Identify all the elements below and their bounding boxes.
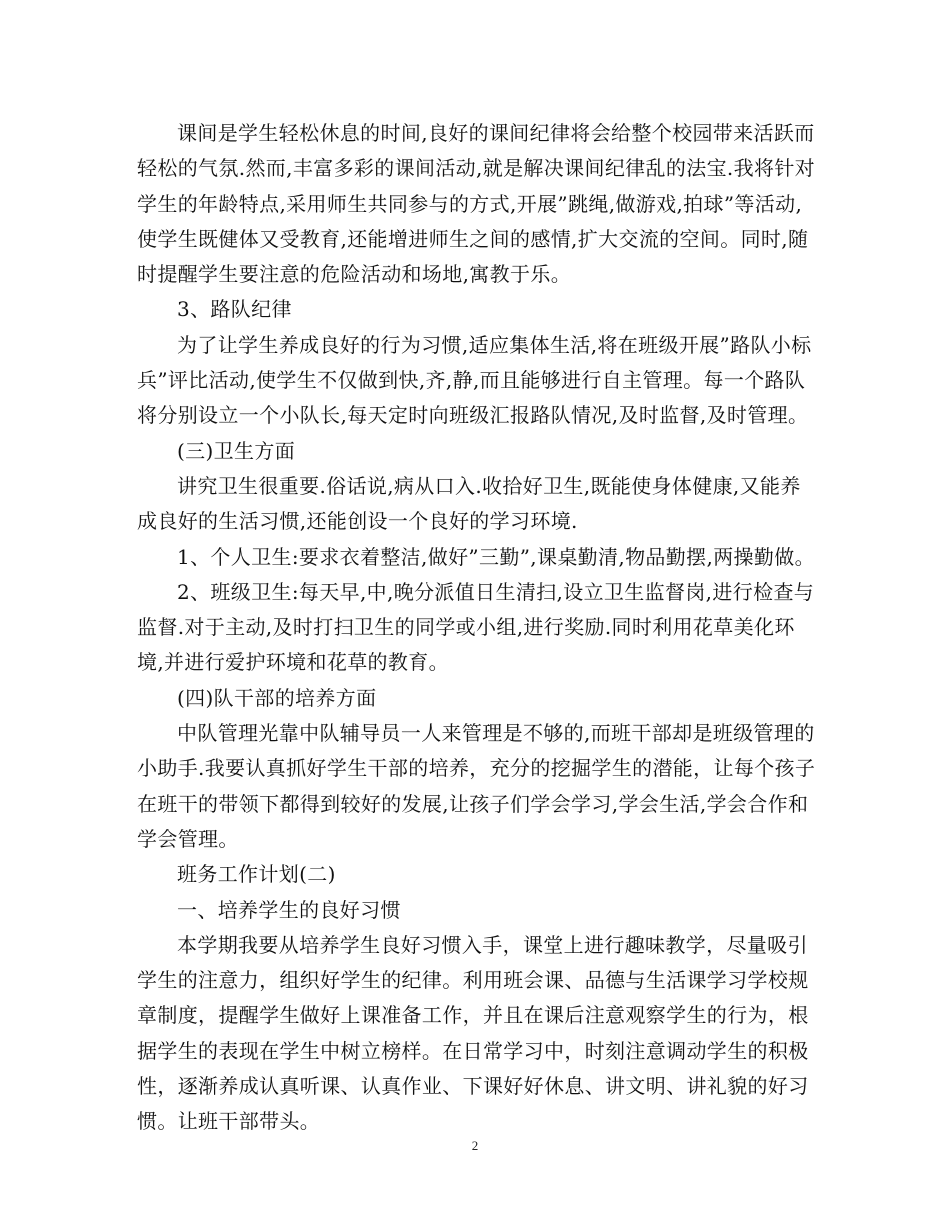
heading-class-plan-two: 班务工作计划(二) [177, 862, 336, 887]
heading-good-habits: 一、培养学生的良好习惯 [177, 897, 401, 922]
paragraph-line-discipline: 为了让学生养成良好的行为习惯,适应集体生活,将在班级开展”路队小标兵”评比活动,使学生不仅做到快,齐,静,而且能够进行自主管理。每一个路队将分别设立一个小队长,每天定时向班级汇报路队情况,及时监督,及时管理。 [137, 332, 812, 428]
paragraph-personal-hygiene: 1、个人卫生:要求衣着整洁,做好”三勤”,课桌勤清,物品勤摆,两操勤做。 [177, 544, 815, 569]
paragraph-hygiene-intro: 讲究卫生很重要.俗话说,病从口入.收拾好卫生,既能使身体健康,又能养成良好的生活习惯,还能创设一个良好的学习环境. [137, 473, 801, 534]
heading-hygiene: (三)卫生方面 [177, 438, 296, 463]
paragraph-cadre-training: 中队管理光靠中队辅导员一人来管理是不够的,而班干部却是班级管理的小助手.我要认真抓好学生干部的培养，充分的挖掘学生的潜能，让每个孩子在班干的带领下都得到较好的发展,让孩子们学会学习,学会生活,学会合作和学会管理。 [137, 721, 816, 851]
paragraph-recess-discipline: 课间是学生轻松休息的时间,良好的课间纪律将会给整个校园带来活跃而轻松的气氛.然而,丰富多彩的课间活动,就是解决课间纪律乱的法宝.我将针对学生的年龄特点,采用师生共同参与的方式,开展”跳绳,做游戏,拍球”等活动,使学生既健体又受教育,还能增进师生之间的感情,扩大交流的空间。同时,随时提醒学生要注意的危险活动和场地,寓教于乐。 [137, 121, 816, 287]
paragraph-good-habits: 本学期我要从培养学生良好习惯入手，课堂上进行趣味教学，尽量吸引学生的注意力，组织好学生的纪律。利用班会课、品德与生活课学习学校规章制度，提醒学生做好上课准备工作，并且在课后注意观察学生的行为，根据学生的表现在学生中树立榜样。在日常学习中，时刻注意调动学生的积极性，逐渐养成认真听课、认真作业、下课好好休息、讲文明、讲礼貌的好习惯。让班干部带头。 [137, 932, 809, 1134]
heading-line-discipline: 3、路队纪律 [177, 297, 292, 322]
page-number: 2 [471, 1138, 479, 1153]
document-body [137, 116, 817, 1140]
heading-cadre-training: (四)队干部的培养方面 [177, 685, 377, 710]
paragraph-class-hygiene: 2、班级卫生:每天早,中,晚分派值日生清扫,设立卫生监督岗,进行检查与监督.对于主动,及时打扫卫生的同学或小组,进行奖励.同时利用花草美化环境,并进行爱护环境和花草的教育。 [137, 579, 815, 675]
